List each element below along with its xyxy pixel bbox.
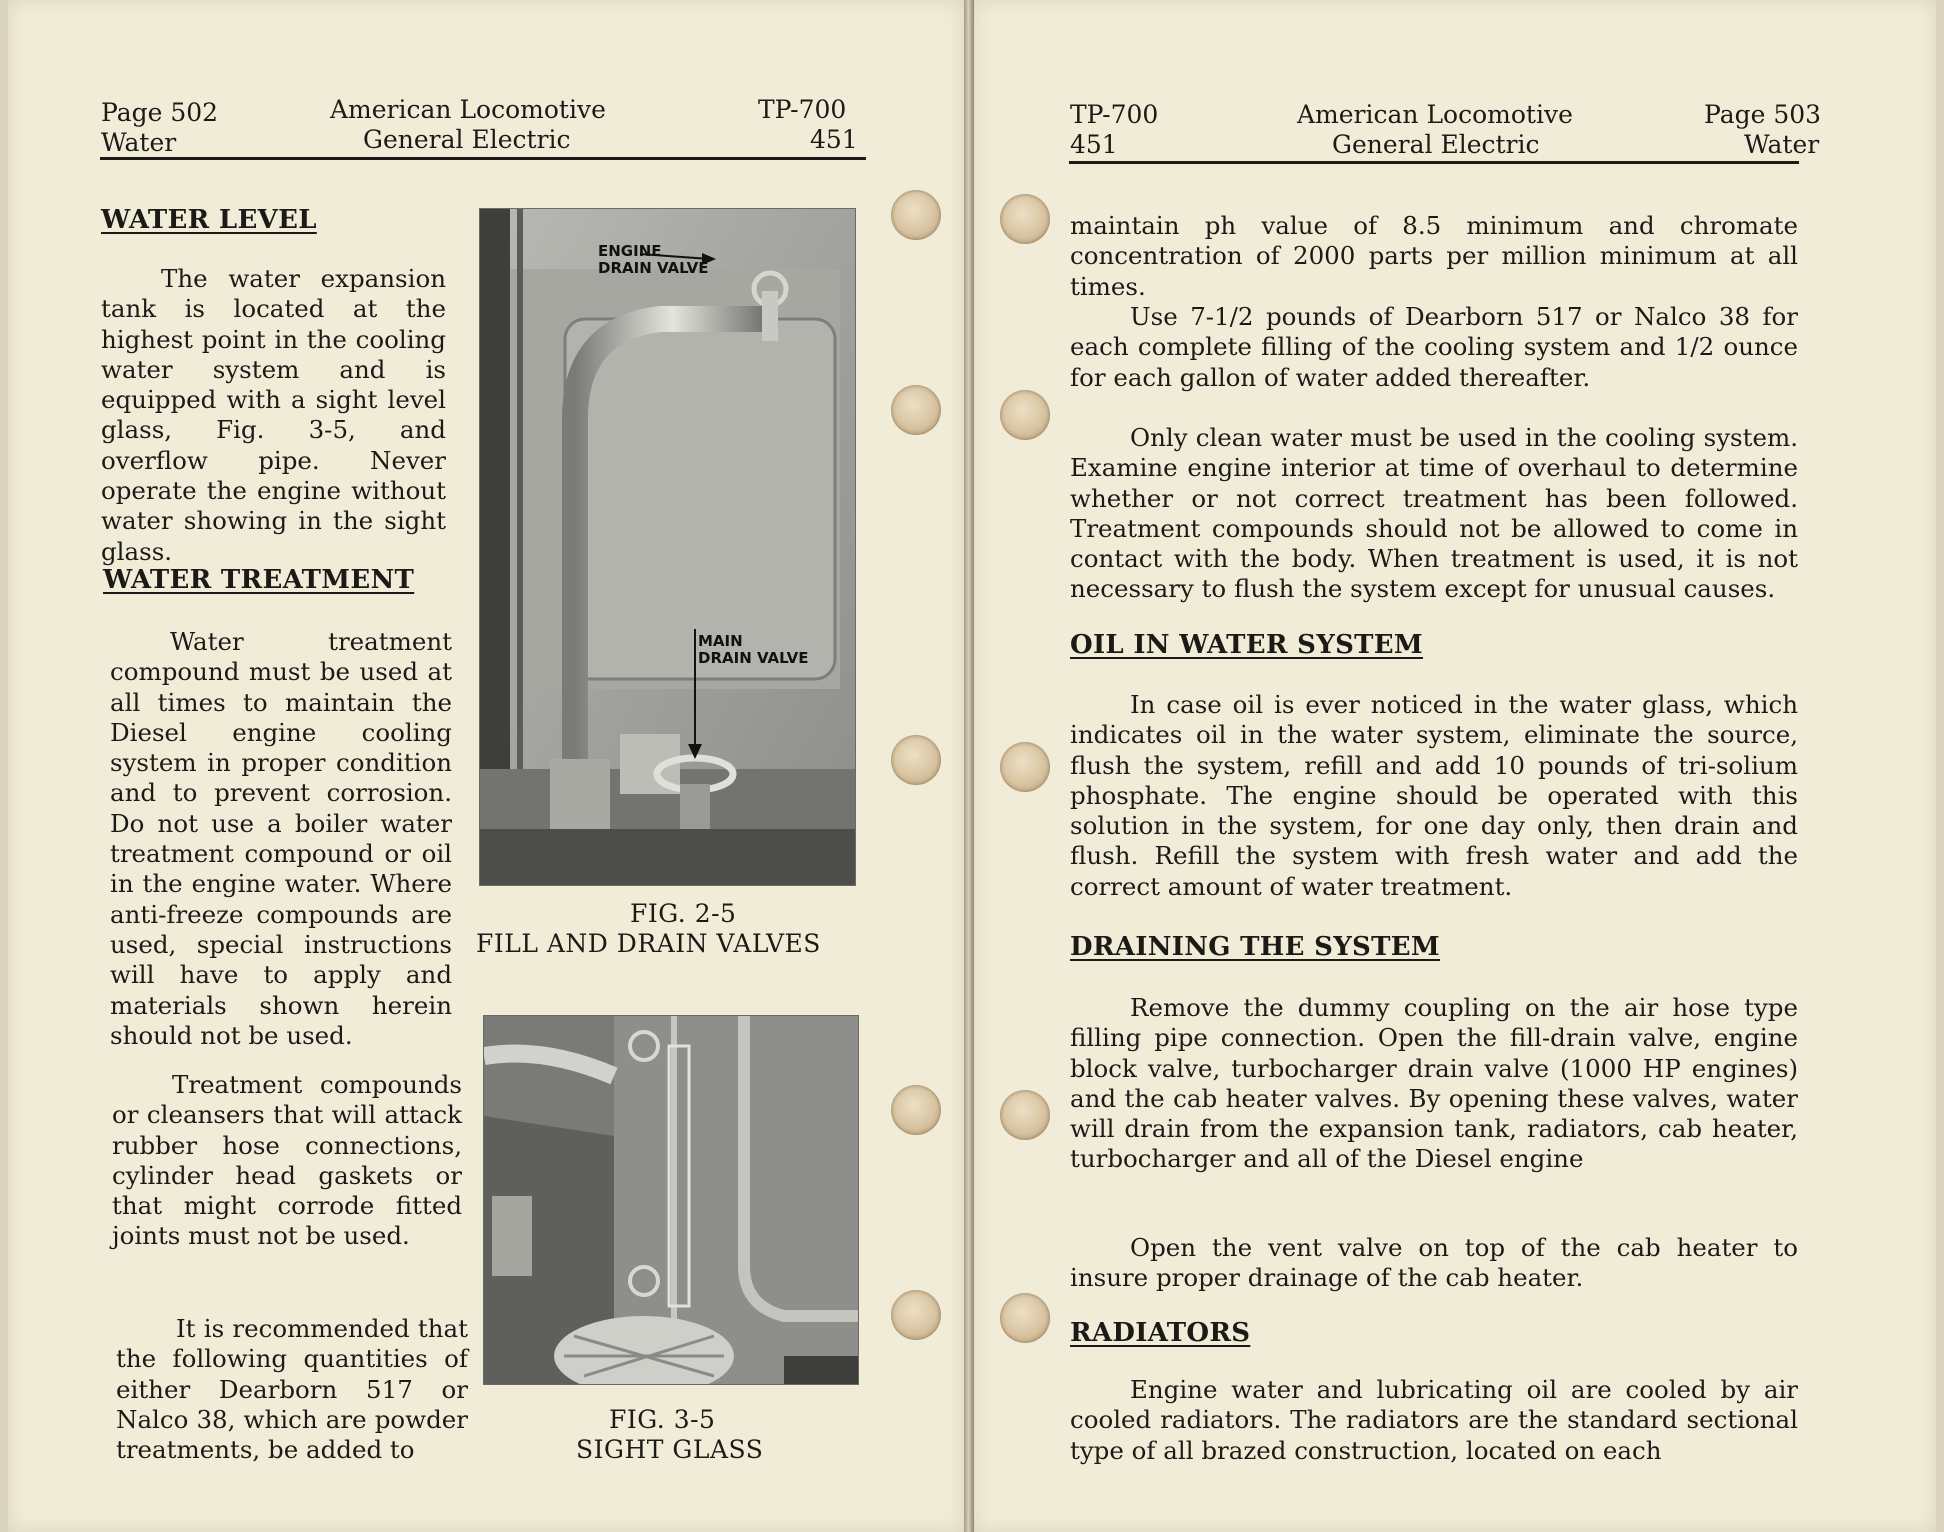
sight-glass-photo [483,1015,859,1385]
section-heading-draining-the-system: DRAINING THE SYSTEM [1070,932,1440,962]
section-heading-water-level: WATER LEVEL [101,205,317,235]
treatment-dosage-paragraph: Use 7-1/2 pounds of Dearborn 517 or Nalco 38 for each complete filling of the cooling system and 1/2 ounce for each gallon of water added thereafter. [1070,302,1798,392]
section-heading-water-treatment: WATER TREATMENT [103,565,415,595]
water-treatment-paragraph: Water treatment compound must be used at all times to maintain the Diesel engine cooling system in proper condition and to prevent corrosion. Do not use a boiler water treatment compound or oil in the engine water. Where anti-freeze compounds are used, special instructions will have to apply and materials shown herein should not be used. [110,627,452,1050]
doc-number: 451 [810,125,858,154]
draining-vent-paragraph: Open the vent valve on top of the cab heater to insure proper drainage of the cab heater. [1070,1233,1798,1293]
company-line-1: American Locomotive [1297,100,1573,129]
fill-and-drain-valves-photo [479,208,856,886]
doc-number: 451 [1070,130,1118,159]
valves-photo-illustration [480,209,855,885]
punch-hole [1000,1293,1050,1343]
header-rule [1069,161,1799,164]
water-treatment-paragraph: Treatment compounds or cleansers that will attack rubber hose connections, cylinder head gaskets or that might corrode fitted joints must not be used. [112,1070,462,1251]
punch-hole [1000,742,1050,792]
page-number-label: Page 503 [1704,100,1822,129]
punch-hole [891,735,941,785]
sight-glass-illustration [484,1016,858,1384]
figure-3-5-number: FIG. 3-5 [609,1405,716,1434]
engine-drain-valve-label: ENGINE DRAIN VALVE [598,242,709,277]
section-heading-oil-in-water-system: OIL IN WATER SYSTEM [1070,630,1423,660]
doc-code: TP-700 [758,95,847,124]
section-label: Water [101,128,177,157]
section-heading-radiators: RADIATORS [1070,1318,1251,1348]
figure-2-5-title: FILL AND DRAIN VALVES [476,929,821,958]
punch-hole [891,385,941,435]
oil-in-water-paragraph: In case oil is ever noticed in the water glass, which indicates oil in the water system, eliminate the source, flush the system, refill and add 10 pounds of tri-solium phosphate. The engine should be operated with this solution in the system, for one day only, then drain and flush. Refill the system with fresh water and add the correct amount of water treatment. [1070,690,1798,901]
figure-3-5-title: SIGHT GLASS [576,1435,764,1464]
figure-2-5-number: FIG. 2-5 [630,899,737,928]
header-rule [100,157,866,160]
section-label: Water [1744,130,1820,159]
left-page [8,0,964,1532]
page-number-label: Page 502 [101,98,219,127]
company-line-2: General Electric [1332,130,1540,159]
punch-hole [891,1290,941,1340]
water-level-text: The water expansion tank is located at the highest point in the cooling water system and is equipped with a sight level glass, Fig. 3-5, and overflow pipe. Never operate the engine without water showing in the sight glass. [101,264,446,566]
punch-hole [1000,194,1050,244]
treatment-continuation-paragraph: maintain ph value of 8.5 minimum and chromate concentration of 2000 parts per million minimum at all times. [1070,211,1798,301]
punch-hole [891,190,941,240]
company-line-1: American Locomotive [330,95,606,124]
radiators-paragraph: Engine water and lubricating oil are cooled by air cooled radiators. The radiators are the standard sectional type of all brazed construction, located on each [1070,1375,1798,1465]
punch-hole [1000,1090,1050,1140]
clean-water-paragraph: Only clean water must be used in the cooling system. Examine engine interior at time of overhaul to determine whether or not correct treatment has been followed. Treatment compounds should not be allowed to come in contact with the body. When treatment is used, it is not necessary to flush the system except for unusual causes. [1070,423,1798,604]
water-treatment-paragraph: It is recommended that the following quantities of either Dearborn 517 or Nalco 38, which are powder treatments, be added to [116,1314,468,1465]
binding-spine [964,0,974,1532]
doc-code: TP-700 [1070,100,1159,129]
company-line-2: General Electric [363,125,571,154]
punch-hole [1000,390,1050,440]
main-drain-valve-label: MAIN DRAIN VALVE [698,632,809,667]
punch-hole [891,1085,941,1135]
right-page [974,0,1936,1532]
draining-paragraph: Remove the dummy coupling on the air hose type filling pipe connection. Open the fill-drain valve, engine block valve, turbocharger drain valve (1000 HP engines) and the cab heater valves. By opening these valves, water will drain from the expansion tank, radiators, cab heater, turbocharger and all of the Diesel engine [1070,993,1798,1174]
